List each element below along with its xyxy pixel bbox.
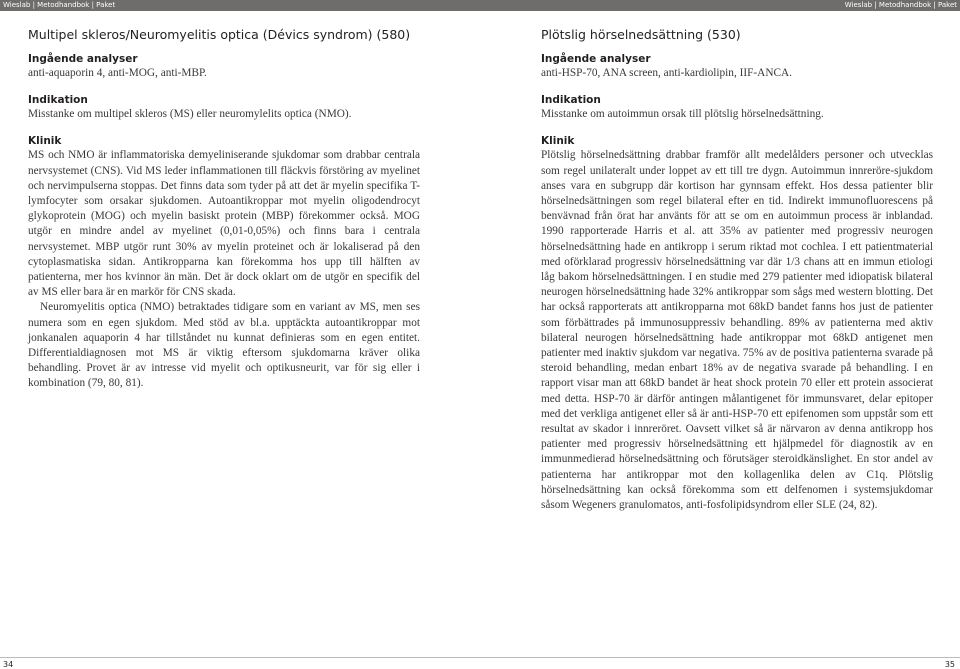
left-indication-heading: Indikation	[28, 94, 88, 107]
left-page-number: 34	[3, 660, 14, 669]
right-clinic-paragraph-1: Plötslig hörselnedsättning drabbar framför allt medelålders personer och utvecklas som regel unilateralt under loppet av ett till tre dygn. Autoimmun innreröre-sjukdom anses vara en subgrupp där kortison har gynnsam effekt. Hos dessa patienter blir hörselnedsättningen som regel bilateral efter en tid. Indirekt immunofluorescens på benvävnad från örat har använts för att se om en autoimmun process är inblandad. 1990 rapporterade Harris et al. att 35% av patienter med progressiv neurogen hörselnedsättning hade en antikropp i serum riktad mot cochlea. I ett patientmaterial med oförklarad progressiv hörselnedsättning var där 1/3 chans att en immun etiologi låg bakom hörselnedsättningen. I en studie med 279 patienter med idiopatisk bilateral neurogen hörselnedsättning hade 32% antikroppar som sågs med western blotting. Det har också rapporterats att antikropparna mot 68kD bandet fanns hos just de patienter som förbättrades på immunosuppressiv behandling. 89% av patienterna med aktiv bilateral neurogen hörselnedsättning hade antikroppar mot 68kD antigenet men patienter med inaktiv sjukdom var negativa. 75% av de positiva patienterna svarade på steroid behandling, medan enbart 18% av de negativa svarade på behandling. I en rapport visar man att 68kD bandet är heat shock protein 70 eller ett protein associerat med detta. HSP-70 är därför antingen målantigenet för immunsvaret, delar epitoper med det verkliga antigenet eller så är anti-HSP-70 ett epifenomen som uppstår som ett resultat av skador i innreröret. Oavsett vilket så är närvaron av denna antikropp hos patienter med progressiv hörselnedsättning ett hjälpmedel för diagnostik av en immunmedierad hörselnedsättning och förutsäger steroidkänslighet. En stor andel av patienterna har antikroppar mot den kollagenlika delen av C1q. Plötslig hörselnedsättning kan också förekomma som ett delfenomen i systemsjukdomar såsom Wegeners granulomatos, anti-fosfolipidsyndrom eller SLE (24, 82).	[541, 149, 933, 512]
left-indication-text: Misstanke om multipel skleros (MS) eller neuromylelits optica (NMO).	[28, 108, 352, 121]
header-right-text: Wieslab | Metodhandbok | Paket	[844, 1, 957, 9]
left-page-column	[28, 27, 420, 392]
left-clinic-paragraph-1: MS och NMO är inflammatoriska demyeliniserande sjukdomar som drabbar centrala nervsystemet (CNS). Vid MS leder inflammationen till fläckvis förstöring av myelinet och nervimpulserna stoppas. Det finns data som tyder på att det är myelin specifika T-lymfocyter som orsakar sjukdomen. Autoantikroppar mot myelin oligodendrocyt glykoprotein (MOG) och myelin basiskt protein (MBP) förekommer också. MOG utgör en mindre andel av myelinet (0,01-0,05%) och finns bara i centrala nervsystemet. MBP utgör runt 30% av myelin proteinet och är lokaliserad på den cytoplasmatiska sidan. Antikropparna kan förekomma hos upp till hälften av patienterna, mer hos kvinnor än män. Det är dock oklart om de utgör en specifik del av MS eller bara är en markör för CNS skada.	[28, 149, 420, 299]
left-clinic-heading: Klinik	[28, 135, 62, 148]
right-clinic-heading: Klinik	[541, 135, 575, 148]
footer-divider	[0, 657, 960, 658]
right-page-number: 35	[944, 660, 955, 669]
left-analyses-heading: Ingående analyser	[28, 53, 138, 65]
right-page-column	[541, 27, 933, 513]
left-page-title: Multipel skleros/Neuromyelitis optica (Dévics syndrom) (580)	[28, 27, 411, 42]
right-analyses-heading: Ingående analyser	[541, 53, 651, 65]
right-indication-heading: Indikation	[541, 94, 601, 107]
header-left-text: Wieslab | Metodhandbok | Paket	[3, 1, 116, 9]
left-clinic-paragraph-2: Neuromyelitis optica (NMO) betraktades tidigare som en variant av MS, men ses numera som en egen sjukdom. Med stöd av bl.a. upptäckta autoantikroppar mot jonkanalen aquaporin 4 har tillståndet nu kunnat definieras som en egen entitet. Differentialdiagnosen mot MS är viktig eftersom sjukdomarna kräver olika behandling. Provet är av intresse vid myelit och optikusneurit, var för sig eller i kombination (79, 80, 81).	[28, 301, 420, 390]
right-page-title: Plötslig hörselnedsättning (530)	[541, 27, 741, 42]
left-analyses-text: anti-aquaporin 4, anti-MOG, anti-MBP.	[28, 67, 207, 79]
header-bar	[0, 0, 960, 11]
right-indication-text: Misstanke om autoimmun orsak till plötslig hörselnedsättning.	[541, 108, 824, 121]
right-analyses-text: anti-HSP-70, ANA screen, anti-kardiolipin, IIF-ANCA.	[541, 67, 793, 79]
